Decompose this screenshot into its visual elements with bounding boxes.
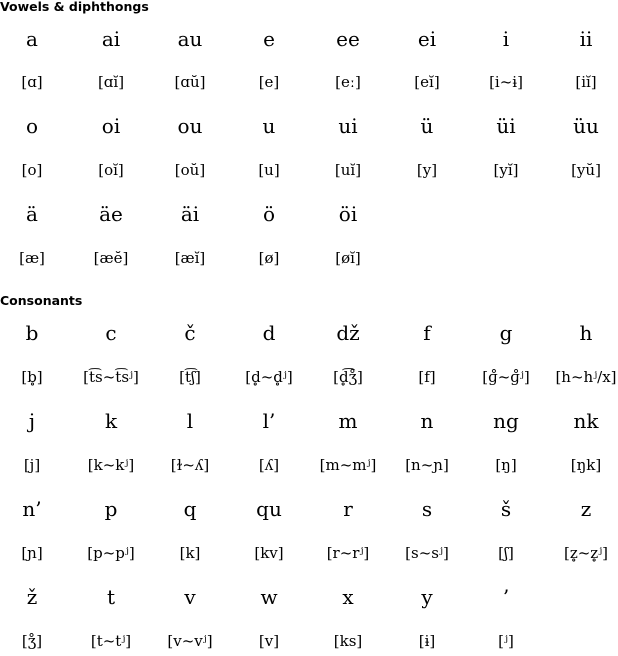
letter-cell: ou (177, 114, 203, 138)
letter-cell: ’ (502, 585, 510, 609)
letter-cell: ng (493, 409, 519, 433)
letter-cell: ö (262, 202, 276, 226)
vowels-diphthongs-letter-row (0, 199, 618, 229)
letter-cell: y (421, 585, 433, 609)
letter-cell: dž (336, 321, 360, 345)
ipa-cell: [yĭ] (493, 161, 519, 179)
letter-cell: o (25, 114, 39, 138)
letter-cell: v (184, 585, 196, 609)
ipa-cell: [s~sʲ] (405, 544, 449, 562)
consonants-letter-row (0, 582, 618, 612)
ipa-cell: [z̥~z̥ʲ] (563, 544, 609, 562)
ipa-cell: [e] (258, 73, 280, 91)
ipa-cell: [ɫ~ʎ] (170, 456, 210, 474)
letter-cell: i (502, 27, 510, 51)
letter-cell: g (499, 321, 513, 345)
vowels-diphthongs-heading: Vowels & diphthongs (0, 0, 149, 14)
consonants-heading: Consonants (0, 293, 83, 308)
letter-cell: b (25, 321, 39, 345)
letter-cell: š (500, 497, 512, 521)
letter-cell: w (260, 585, 278, 609)
letter-cell: r (343, 497, 353, 521)
vowels-diphthongs-letter-row (0, 111, 618, 141)
ipa-cell: [ø] (258, 249, 280, 267)
letter-cell: t (106, 585, 116, 609)
letter-cell: ee (336, 27, 360, 51)
ipa-cell: [h~hʲ/x] (555, 368, 617, 386)
letter-cell: h (579, 321, 593, 345)
letter-cell: m (338, 409, 358, 433)
letter-cell: n’ (22, 497, 42, 521)
ipa-cell: [t͡ʃ] (179, 368, 201, 386)
ipa-cell: [p~pʲ] (87, 544, 135, 562)
ipa-cell: [b̥] (21, 368, 43, 386)
ipa-cell: [ʃ] (498, 544, 514, 562)
letter-cell: ei (417, 27, 437, 51)
vowels-diphthongs-ipa-row (0, 155, 618, 185)
ipa-cell: [k] (179, 544, 201, 562)
letter-cell: k (104, 409, 118, 433)
ipa-cell: [eĭ] (414, 73, 440, 91)
letter-cell: oi (101, 114, 121, 138)
ipa-cell: [ʎ] (258, 456, 280, 474)
ipa-cell: [y] (416, 161, 438, 179)
ipa-cell: [t͡s~t͡sʲ] (83, 368, 139, 386)
letter-cell: d (262, 321, 276, 345)
consonants-letter-row (0, 494, 618, 524)
ipa-cell: [ʒ̊] (21, 632, 43, 650)
ipa-cell: [ɑŭ] (174, 73, 206, 91)
consonants-ipa-row (0, 450, 618, 480)
ipa-cell: [oŭ] (174, 161, 206, 179)
letter-cell: n (420, 409, 434, 433)
ipa-cell: [ʲ] (498, 632, 514, 650)
ipa-cell: [oĭ] (98, 161, 124, 179)
letter-cell: äe (99, 202, 123, 226)
ipa-cell: [ks] (333, 632, 363, 650)
consonants-ipa-row (0, 362, 618, 392)
ipa-cell: [o] (21, 161, 43, 179)
ipa-cell: [ɨ] (418, 632, 436, 650)
consonants-ipa-row (0, 538, 618, 568)
ipa-cell: [r~rʲ] (326, 544, 370, 562)
ipa-cell: [øĭ] (335, 249, 361, 267)
letter-cell: ii (579, 27, 593, 51)
ipa-cell: [æ] (19, 249, 45, 267)
ipa-cell: [t~tʲ] (90, 632, 132, 650)
ipa-cell: [k~kʲ] (87, 456, 135, 474)
letter-cell: qu (256, 497, 282, 521)
letter-cell: au (177, 27, 203, 51)
letter-cell: x (342, 585, 354, 609)
letter-cell: e (263, 27, 275, 51)
letter-cell: s (421, 497, 433, 521)
letter-cell: öi (338, 202, 358, 226)
consonants-letter-row (0, 318, 618, 348)
vowels-diphthongs-ipa-row (0, 243, 618, 273)
ipa-cell: [uĭ] (334, 161, 362, 179)
letter-cell: c (105, 321, 117, 345)
vowels-diphthongs-ipa-row (0, 67, 618, 97)
ipa-cell: [ŋ] (495, 456, 517, 474)
letter-cell: üu (573, 114, 599, 138)
ipa-cell: [æĭ] (174, 249, 206, 267)
letter-cell: ž (26, 585, 38, 609)
ipa-cell: [æĕ] (93, 249, 129, 267)
ipa-cell: [iĭ] (575, 73, 597, 91)
ipa-cell: [ɑĭ] (97, 73, 125, 91)
letter-cell: ui (338, 114, 358, 138)
consonants-ipa-row (0, 626, 618, 656)
ipa-cell: [ɡ̊~ɡ̊ʲ] (482, 368, 530, 386)
ipa-cell: [m~mʲ] (319, 456, 377, 474)
ipa-cell: [f] (418, 368, 436, 386)
letter-cell: p (104, 497, 118, 521)
letter-cell: l’ (262, 409, 276, 433)
letter-cell: üi (496, 114, 516, 138)
ipa-cell: [i~ɨ] (489, 73, 523, 91)
ipa-cell: [eː] (335, 73, 361, 91)
letter-cell: l (186, 409, 194, 433)
letter-cell: z (580, 497, 592, 521)
letter-cell: a (26, 27, 38, 51)
letter-cell: ai (101, 27, 121, 51)
letter-cell: u (262, 114, 276, 138)
letter-cell: č (184, 321, 196, 345)
letter-cell: q (183, 497, 197, 521)
ipa-cell: [j] (23, 456, 41, 474)
letter-cell: f (423, 321, 431, 345)
ipa-cell: [kv] (254, 544, 284, 562)
vowels-diphthongs-letter-row (0, 24, 618, 54)
ipa-cell: [d̥~d̥ʲ] (245, 368, 293, 386)
consonants-letter-row (0, 406, 618, 436)
ipa-cell: [ɲ] (21, 544, 43, 562)
letter-cell: äi (180, 202, 200, 226)
ipa-cell: [v] (258, 632, 280, 650)
ipa-cell: [ɑ] (21, 73, 43, 91)
ipa-cell: [u] (258, 161, 280, 179)
letter-cell: ü (420, 114, 434, 138)
ipa-cell: [n~ɲ] (405, 456, 449, 474)
letter-cell: nk (573, 409, 599, 433)
ipa-cell: [d̥͡ʒ̊] (333, 368, 363, 386)
ipa-cell: [yŭ] (571, 161, 601, 179)
letter-cell: j (28, 409, 36, 433)
ipa-cell: [v~vʲ] (167, 632, 213, 650)
ipa-cell: [ŋk] (570, 456, 602, 474)
letter-cell: ä (26, 202, 38, 226)
